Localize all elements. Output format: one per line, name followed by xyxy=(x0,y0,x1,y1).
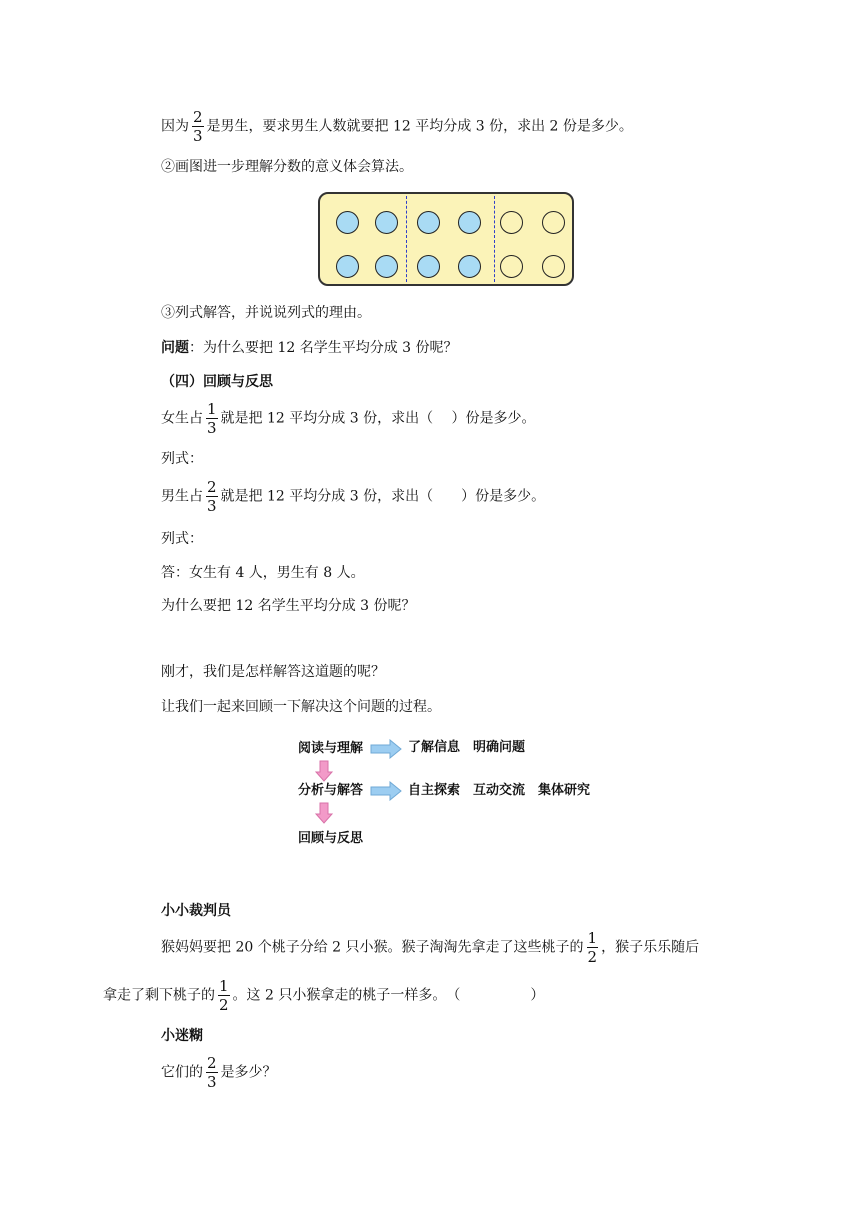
fraction-one-half-a: $\frac{1}{2}$ xyxy=(587,929,598,966)
flow-down-arrow-2 xyxy=(315,802,333,824)
counter-figure xyxy=(318,192,574,286)
filled-counter-circle xyxy=(336,211,359,234)
empty-counter-circle xyxy=(500,211,523,234)
fraction-one-half-b: $\frac{1}{2}$ xyxy=(219,977,229,1014)
empty-counter-circle xyxy=(542,255,565,278)
boys-line xyxy=(161,478,545,515)
lets-review-text: 让我们一起来回顾一下解决这个问题的过程。 xyxy=(161,699,441,715)
flow-right-arrow-1 xyxy=(370,739,402,759)
girls-suffix: 就是把 12 平均分成 3 份，求出（ ）份是多少。 xyxy=(220,410,536,427)
filled-counter-circle xyxy=(336,255,359,278)
judge-line2-suffix: 。这 2 只小猴拿走的桃子一样多。 （ ） xyxy=(232,987,545,1004)
fraction-one-third: $\frac{1}{3}$ xyxy=(207,400,217,437)
filled-counter-circle xyxy=(458,211,481,234)
formula-label-2: 列式： xyxy=(161,531,203,547)
flow-down-arrow-1 xyxy=(315,760,333,782)
empty-counter-circle xyxy=(500,255,523,278)
because-line xyxy=(161,108,633,145)
fraction-two-thirds: $\frac{2}{3}$ xyxy=(193,108,203,145)
empty-counter-circle xyxy=(542,211,565,234)
judge-line1-text: 猴妈妈要把 20 个桃子分给 2 只小猴。猴子淘淘先拿走了这些桃子的 xyxy=(161,939,584,956)
formula-label-1: 列式： xyxy=(161,451,203,467)
question-label: 问题 xyxy=(161,340,189,356)
judge-line1-suffix: ，猴子乐乐随后 xyxy=(601,939,700,956)
confused-prefix: 它们的 xyxy=(161,1064,203,1081)
filled-counter-circle xyxy=(375,255,398,278)
filled-counter-circle xyxy=(417,211,440,234)
flow-step-read: 阅读与理解 xyxy=(298,741,364,756)
fraction-two-thirds-c: $\frac{2}{3}$ xyxy=(207,1054,217,1091)
group-divider-line xyxy=(494,196,495,282)
just-now-text: 刚才，我们是怎样解答这道题的呢？ xyxy=(161,664,385,680)
judge-line-1 xyxy=(161,929,699,966)
step2-text: ②画图进一步理解分数的意义体会算法。 xyxy=(161,159,413,175)
flow-step-read-result: 了解信息 明确问题 xyxy=(408,740,526,755)
confused-suffix: 是多少？ xyxy=(220,1064,277,1081)
because-suffix: 是男生，要求男生人数就要把 12 平均分成 3 份，求出 2 份是多少。 xyxy=(206,118,633,135)
confused-line xyxy=(161,1054,277,1091)
because-prefix: 因为 xyxy=(161,118,189,135)
boys-prefix: 男生占 xyxy=(161,488,203,505)
why-text: 为什么要把 12 名学生平均分成 3 份呢？ xyxy=(161,598,416,614)
girls-prefix: 女生占 xyxy=(161,410,203,427)
judge-heading: 小小裁判员 xyxy=(161,903,231,919)
flow-step-analyze-result: 自主探索 互动交流 集体研究 xyxy=(408,783,591,798)
group-divider-line xyxy=(406,196,407,282)
fraction-two-thirds-b: $\frac{2}{3}$ xyxy=(207,478,217,515)
step3-text: ③列式解答，并说说列式的理由。 xyxy=(161,305,371,321)
review-heading: （四）回顾与反思 xyxy=(161,374,273,390)
filled-counter-circle xyxy=(458,255,481,278)
judge-line2-prefix: 拿走了剩下桃子的 xyxy=(103,987,215,1004)
boys-suffix: 就是把 12 平均分成 3 份，求出（ ）份是多少。 xyxy=(220,488,546,505)
confused-heading: 小迷糊 xyxy=(161,1028,203,1044)
answer-text: 答：女生有 4 人，男生有 8 人。 xyxy=(161,565,365,581)
flow-step-analyze: 分析与解答 xyxy=(298,783,364,798)
question-text: ：为什么要把 12 名学生平均分成 3 份呢？ xyxy=(189,340,458,356)
question-line xyxy=(161,338,458,358)
girls-line xyxy=(161,400,536,437)
filled-counter-circle xyxy=(417,255,440,278)
filled-counter-circle xyxy=(375,211,398,234)
flow-right-arrow-2 xyxy=(370,781,402,801)
flow-step-review: 回顾与反思 xyxy=(298,831,364,846)
judge-line-2 xyxy=(103,977,544,1014)
